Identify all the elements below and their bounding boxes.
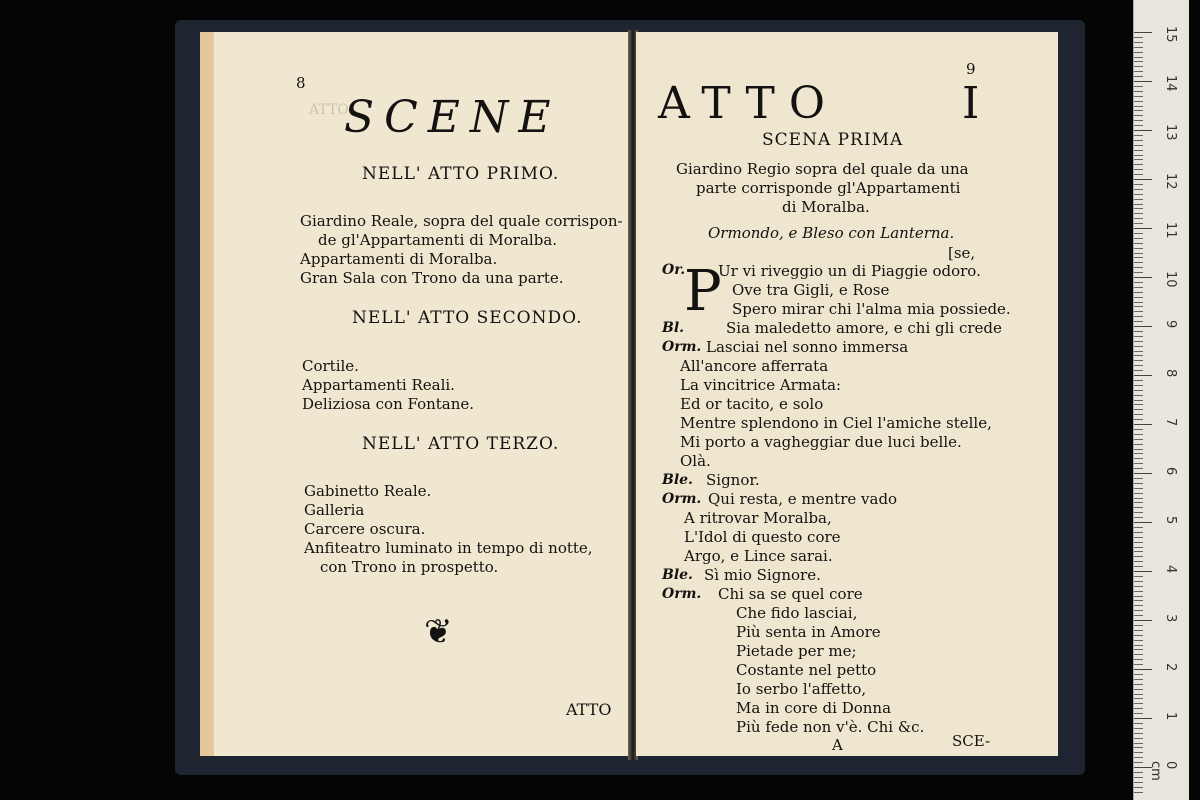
verse-line: Chi sa se quel core [718, 585, 863, 603]
ruler-number: 5 [1163, 516, 1178, 525]
verse-line: Ove tra Gigli, e Rose [732, 281, 890, 299]
ruler-tick [1134, 463, 1143, 464]
ruler-tick [1134, 243, 1143, 244]
ruler-tick [1134, 542, 1143, 543]
ruler-tick [1134, 272, 1143, 273]
ruler-tick [1134, 311, 1143, 312]
ruler-tick [1134, 155, 1143, 156]
ruler-tick [1134, 321, 1143, 322]
ruler-tick [1134, 645, 1143, 646]
ruler-tick [1134, 483, 1143, 484]
ruler-tick [1134, 385, 1143, 386]
ruler-tick [1134, 571, 1152, 572]
verse-line: Che fido lasciai, [736, 604, 858, 622]
ruler-tick [1134, 47, 1143, 48]
ruler-number: 12 [1163, 173, 1178, 190]
ruler-tick [1134, 551, 1143, 552]
ruler-tick [1134, 772, 1143, 773]
ruler-tick [1134, 713, 1143, 714]
ruler-tick [1134, 674, 1143, 675]
verse-line: Signor. [706, 471, 760, 489]
ruler-tick [1134, 610, 1143, 611]
ruler-tick [1134, 32, 1152, 33]
ruler-tick [1134, 600, 1143, 601]
ruler-tick [1134, 351, 1143, 352]
ruler-tick [1134, 287, 1143, 288]
scene-line: Carcere oscura. [304, 520, 426, 538]
verse-line: Mi porto a vagheggiar due luci belle. [680, 433, 962, 451]
ruler-tick [1134, 581, 1143, 582]
bleed-through-text: ATTO [309, 102, 349, 118]
ruler-tick [1134, 179, 1152, 180]
speaker-label: Orm. [662, 586, 702, 602]
ruler-tick [1134, 150, 1143, 151]
ruler-number: 3 [1163, 614, 1178, 623]
speaker-label: Bl. [662, 320, 685, 336]
ruler-tick [1134, 787, 1143, 788]
ruler-tick [1134, 233, 1143, 234]
verse-line: Pietade per me; [736, 642, 857, 660]
ruler-tick [1134, 110, 1143, 111]
speaker-label: Orm. [662, 339, 702, 355]
ruler-tick [1134, 429, 1143, 430]
ruler-tick [1134, 96, 1143, 97]
printer-ornament: ❦ [424, 612, 453, 652]
section-heading: NELL' ATTO PRIMO. [362, 164, 560, 184]
setting-line: parte corrisponde gl'Appartamenti [696, 179, 961, 197]
ruler-tick [1134, 684, 1143, 685]
ruler-tick [1134, 473, 1152, 474]
ruler-tick [1134, 66, 1143, 67]
ruler-tick [1134, 336, 1143, 337]
scene-line: con Trono in prospetto. [320, 558, 499, 576]
ruler-tick [1134, 738, 1143, 739]
ruler-tick [1134, 694, 1143, 695]
ruler-number: 15 [1163, 26, 1178, 43]
ruler-tick [1134, 703, 1143, 704]
ruler-tick [1134, 400, 1143, 401]
characters-line: Ormondo, e Bleso con Lanterna. [708, 224, 955, 242]
right-page [636, 32, 1058, 756]
ruler-tick [1134, 248, 1143, 249]
ruler-tick [1134, 468, 1143, 469]
ruler-tick [1134, 61, 1143, 62]
ruler-tick [1134, 566, 1143, 567]
ruler-tick [1134, 404, 1143, 405]
ruler-number: 14 [1163, 75, 1178, 92]
ruler-tick [1134, 561, 1143, 562]
scene-line: Deliziosa con Fontane. [302, 395, 475, 413]
ruler-tick [1134, 253, 1143, 254]
ruler-tick [1134, 512, 1143, 513]
verse-line: L'Idol di questo core [684, 528, 841, 546]
ruler-tick [1134, 444, 1143, 445]
ruler-tick [1134, 605, 1143, 606]
ruler-tick [1134, 630, 1143, 631]
ruler-tick [1134, 360, 1143, 361]
verse-line: A ritrovar Moralba, [684, 509, 832, 527]
ruler-tick [1134, 106, 1143, 107]
verse-line: Lasciai nel sonno immersa [706, 338, 909, 356]
scene-line: Anfiteatro luminato in tempo di notte, [304, 539, 593, 557]
ruler-tick [1134, 355, 1143, 356]
ruler-tick [1134, 517, 1143, 518]
ruler-tick [1134, 532, 1143, 533]
turnover-word: [se, [948, 244, 976, 262]
ruler-tick [1134, 346, 1143, 347]
drop-capital: P [684, 259, 722, 324]
ruler-tick [1134, 649, 1143, 650]
verse-line: Olà. [680, 452, 711, 470]
ruler-tick [1134, 228, 1152, 229]
verse-line: Più senta in Amore [736, 623, 881, 641]
setting-line: di Moralba. [782, 198, 870, 216]
speaker-label: Ble. [662, 567, 693, 583]
signature-mark: A [832, 736, 843, 754]
ruler-tick [1134, 135, 1143, 136]
left-page [200, 32, 644, 756]
ruler-number: 2 [1163, 663, 1178, 672]
measurement-ruler [1133, 0, 1189, 800]
ruler-tick [1134, 267, 1143, 268]
ruler-tick [1134, 164, 1143, 165]
scene-line: Cortile. [302, 357, 359, 375]
ruler-tick [1134, 762, 1143, 763]
ruler-tick [1134, 223, 1143, 224]
ruler-tick [1134, 52, 1143, 53]
catchword: SCE- [952, 732, 991, 750]
ruler-tick [1134, 493, 1143, 494]
ruler-tick [1134, 747, 1143, 748]
ruler-tick [1134, 101, 1143, 102]
ruler-number: 13 [1163, 124, 1178, 141]
act-numeral: I [962, 78, 994, 129]
verse-line: Sì mio Signore. [704, 566, 821, 584]
verse-line: Io serbo l'affetto, [736, 680, 867, 698]
ruler-tick [1134, 390, 1143, 391]
ruler-tick [1134, 145, 1143, 146]
setting-line: Giardino Regio sopra del quale da una [676, 160, 969, 178]
ruler-tick [1134, 262, 1143, 263]
ruler-tick [1134, 189, 1143, 190]
ruler-tick [1134, 257, 1143, 258]
ruler-tick [1134, 478, 1143, 479]
ruler-tick [1134, 380, 1143, 381]
ruler-tick [1134, 507, 1143, 508]
scene-line: Galleria [304, 501, 365, 519]
page-number: 9 [966, 60, 976, 78]
ruler-tick [1134, 434, 1143, 435]
verse-line: Costante nel petto [736, 661, 877, 679]
ruler-tick [1134, 306, 1143, 307]
ruler-tick [1134, 120, 1143, 121]
scene-line: Gabinetto Reale. [304, 482, 432, 500]
ruler-tick [1134, 777, 1143, 778]
ruler-tick [1134, 81, 1152, 82]
ruler-tick [1134, 733, 1143, 734]
ruler-tick [1134, 184, 1143, 185]
ruler-tick [1134, 654, 1143, 655]
ruler-tick [1134, 792, 1143, 793]
ruler-tick [1134, 297, 1143, 298]
ruler-tick [1134, 782, 1143, 783]
ruler-tick [1134, 76, 1143, 77]
ruler-tick [1134, 591, 1143, 592]
ruler-tick [1134, 174, 1143, 175]
ruler-tick [1134, 664, 1143, 665]
ruler-tick [1134, 86, 1143, 87]
ruler-tick [1134, 316, 1143, 317]
speaker-label: Orm. [662, 491, 702, 507]
ruler-tick [1134, 679, 1143, 680]
ruler-tick [1134, 409, 1143, 410]
ruler-tick [1134, 556, 1143, 557]
ruler-tick [1134, 502, 1143, 503]
ruler-tick [1134, 498, 1143, 499]
verse-line: Argo, e Lince sarai. [684, 547, 833, 565]
ruler-tick [1134, 331, 1143, 332]
ruler-number: 10 [1163, 271, 1178, 288]
verse-line: Mentre splendono in Ciel l'amiche stelle, [680, 414, 992, 432]
ruler-number: 11 [1163, 222, 1178, 239]
scene-heading: SCENA PRIMA [762, 130, 904, 150]
ruler-tick [1134, 365, 1143, 366]
scene-line: de gl'Appartamenti di Moralba. [318, 231, 558, 249]
ruler-tick [1134, 130, 1152, 131]
ruler-number: 6 [1163, 467, 1178, 476]
ruler-tick [1134, 204, 1143, 205]
ruler-tick [1134, 522, 1152, 523]
ruler-tick [1134, 71, 1143, 72]
scene-line: Gran Sala con Trono da una parte. [300, 269, 564, 287]
ruler-tick [1134, 42, 1143, 43]
ruler-tick [1134, 199, 1143, 200]
speaker-label: Ble. [662, 472, 693, 488]
verse-line: Qui resta, e mentre vado [708, 490, 898, 508]
ruler-tick [1134, 527, 1143, 528]
scene-line: Appartamenti di Moralba. [300, 250, 498, 268]
ruler-tick [1134, 292, 1143, 293]
ruler-number: 1 [1163, 712, 1178, 721]
ruler-number: 0 cm [1148, 761, 1178, 781]
section-heading: NELL' ATTO TERZO. [362, 434, 560, 454]
ruler-tick [1134, 91, 1143, 92]
ruler-number: 9 [1163, 320, 1178, 329]
section-heading: NELL' ATTO SECONDO. [352, 308, 583, 328]
ruler-tick [1134, 439, 1143, 440]
ruler-tick [1134, 282, 1143, 283]
ruler-tick [1134, 458, 1143, 459]
verse-line: Sia maledetto amore, e chi gli crede [726, 319, 1002, 337]
ruler-tick [1134, 218, 1143, 219]
ruler-tick [1134, 635, 1143, 636]
ruler-tick [1134, 615, 1143, 616]
ruler-tick [1134, 752, 1143, 753]
ruler-tick [1134, 718, 1152, 719]
scene-line: Giardino Reale, sopra del quale corrispon- [300, 212, 623, 230]
verse-line: Più fede non v'è. Chi &c. [736, 718, 925, 736]
ruler-tick [1134, 453, 1143, 454]
ruler-tick [1134, 640, 1143, 641]
ruler-tick [1134, 723, 1143, 724]
ruler-tick [1134, 375, 1152, 376]
ruler-tick [1134, 238, 1143, 239]
ruler-number: 8 [1163, 369, 1178, 378]
ruler-tick [1134, 596, 1143, 597]
ruler-tick [1134, 341, 1143, 342]
ruler-tick [1134, 395, 1143, 396]
ruler-number: 7 [1163, 418, 1178, 427]
ruler-tick [1134, 698, 1143, 699]
ruler-tick [1134, 659, 1143, 660]
ruler-tick [1134, 449, 1143, 450]
verse-line: Ma in core di Donna [736, 699, 892, 717]
ruler-tick [1134, 586, 1143, 587]
ruler-tick [1134, 620, 1152, 621]
ruler-tick [1134, 419, 1143, 420]
verse-line: La vincitrice Armata: [680, 376, 842, 394]
ruler-number: 4 [1163, 565, 1178, 574]
catchword: ATTO [566, 700, 612, 719]
verse-line: Spero mirar chi l'alma mia possiede. [732, 300, 1011, 318]
speaker-label: Or. [662, 262, 686, 278]
ruler-tick [1134, 159, 1143, 160]
ruler-tick [1134, 708, 1143, 709]
page-number: 8 [296, 74, 306, 92]
scene-line: Appartamenti Reali. [302, 376, 455, 394]
ruler-tick [1134, 213, 1143, 214]
page-title: ATTO [658, 78, 839, 129]
ruler-tick [1134, 302, 1143, 303]
ruler-tick [1134, 277, 1152, 278]
verse-line: Ed or tacito, e solo [680, 395, 824, 413]
ruler-tick [1134, 370, 1143, 371]
verse-line: All'ancore afferrata [680, 357, 829, 375]
ruler-tick [1134, 728, 1143, 729]
page-title: SCENE [344, 92, 561, 143]
ruler-tick [1134, 326, 1152, 327]
ruler-tick [1134, 424, 1152, 425]
ruler-tick [1134, 414, 1143, 415]
ruler-tick [1134, 140, 1143, 141]
ruler-tick [1134, 625, 1143, 626]
ruler-tick [1134, 57, 1143, 58]
ruler-tick [1134, 208, 1143, 209]
ruler-tick [1134, 194, 1143, 195]
ruler-tick [1134, 125, 1143, 126]
ruler-tick [1134, 488, 1143, 489]
ruler-tick [1134, 37, 1143, 38]
ruler-tick [1134, 757, 1143, 758]
ruler-tick [1134, 669, 1152, 670]
ruler-tick [1134, 689, 1143, 690]
ruler-tick [1134, 169, 1143, 170]
ruler-tick [1134, 115, 1143, 116]
ruler-tick [1134, 537, 1143, 538]
ruler-tick [1134, 547, 1143, 548]
ruler-tick [1134, 576, 1143, 577]
ruler-tick [1134, 743, 1143, 744]
verse-line: Ur vi riveggio un di Piaggie odoro. [718, 262, 981, 280]
